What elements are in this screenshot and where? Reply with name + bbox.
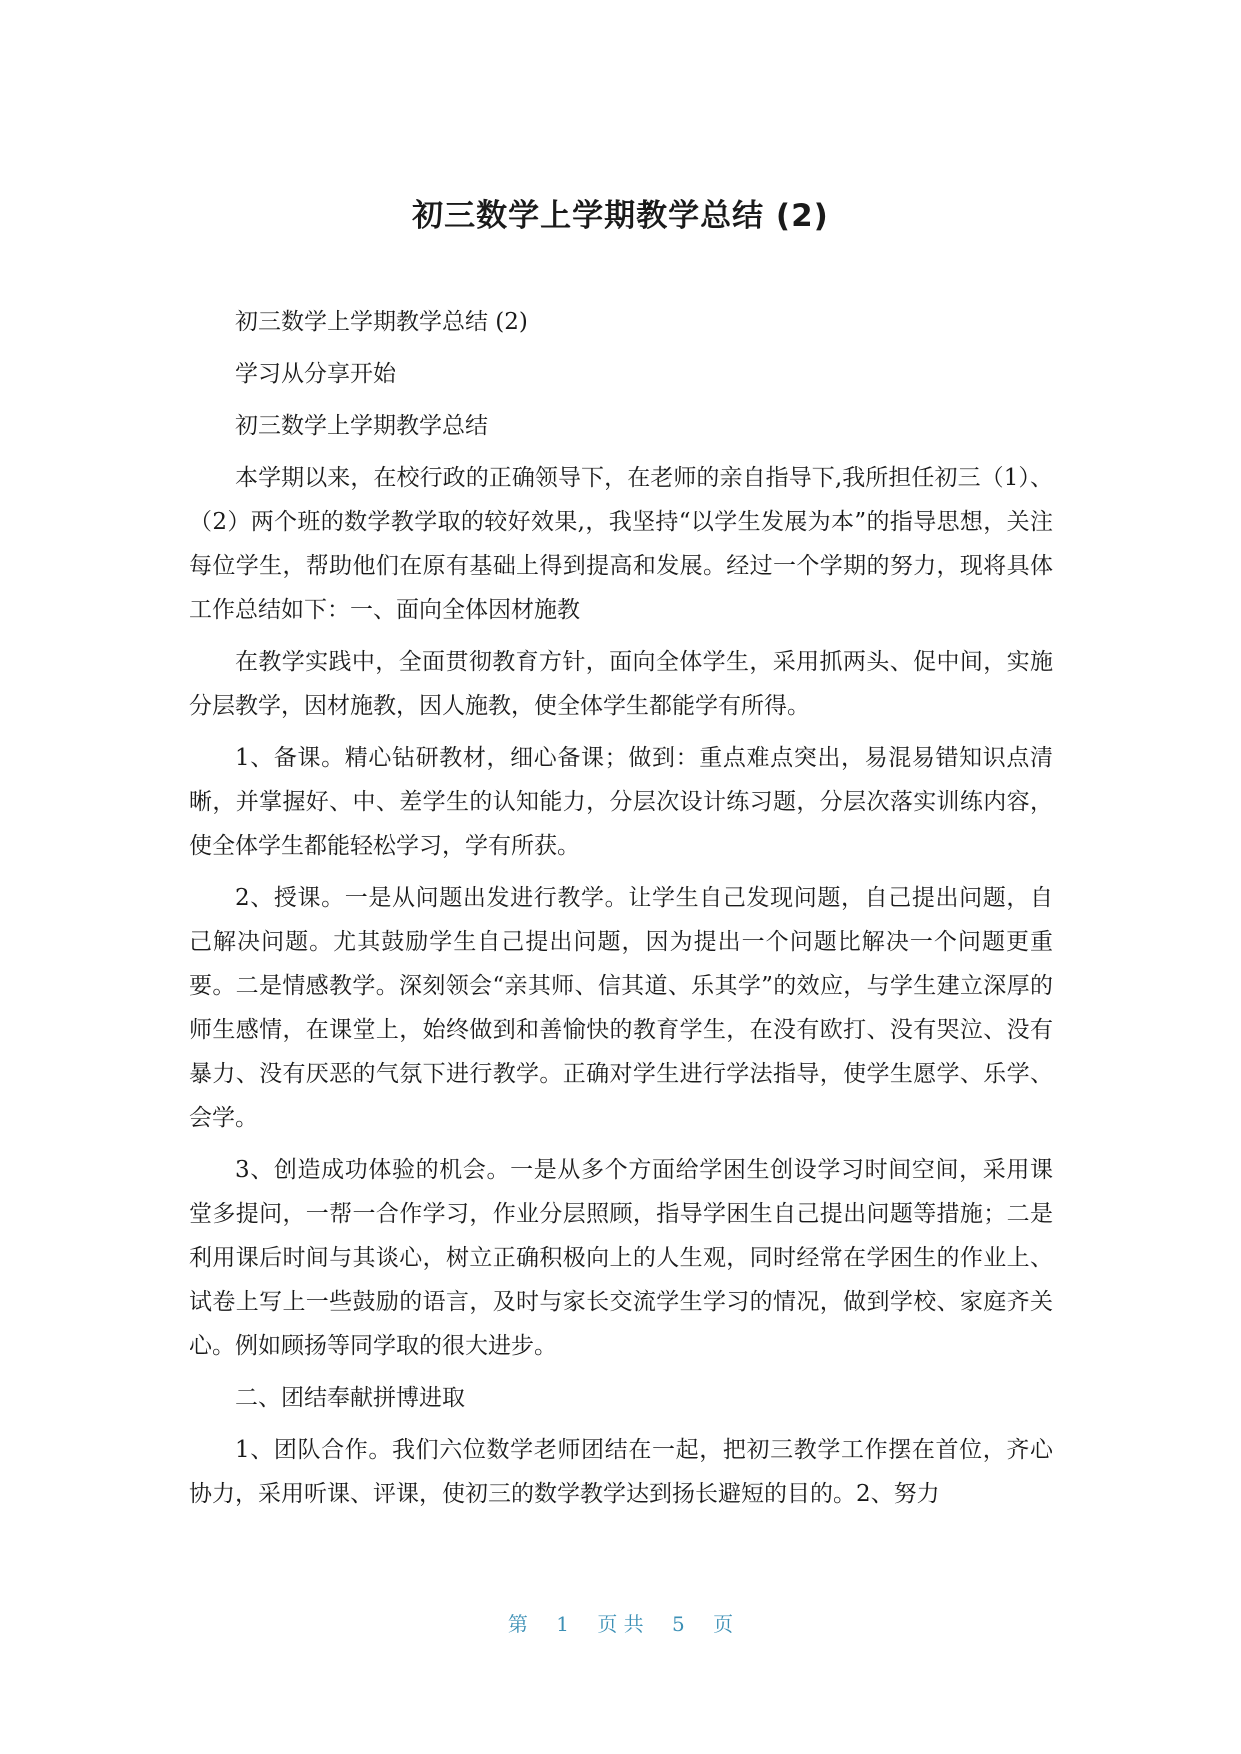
page-number-footer <box>0 1608 1241 1637</box>
paragraph: 初三数学上学期教学总结 <box>235 413 488 439</box>
paragraph: 1、团队合作。我们六位数学老师团结在一起，把初三教学工作摆在首位，齐心协力，采用听课、评课，使初三的数学教学达到扬长避短的目的。2、努力 <box>189 1437 1053 1507</box>
total-pages-number: 5 <box>672 1612 685 1636</box>
footer-word-page-total: 页 共 <box>597 1612 644 1636</box>
document-title: 初三数学上学期教学总结 (2) <box>412 198 829 234</box>
paragraph: 1、备课。精心钻研教材，细心备课；做到：重点难点突出，易混易错知识点清晰，并掌握好、中、差学生的认知能力，分层次设计练习题，分层次落实训练内容，使全体学生都能轻松学习，学有所获。 <box>189 745 1053 859</box>
paragraph: 2、授课。一是从问题出发进行教学。让学生自己发现问题，自己提出问题，自己解决问题。尤其鼓励学生自己提出问题，因为提出一个问题比解决一个问题更重要。二是情感教学。深刻领会“亲其师、信其道、乐其学”的效应，与学生建立深厚的师生感情，在课堂上，始终做到和善愉快的教育学生，在没有欧打、没有哭泣、没有暴力、没有厌恶的气氛下进行教学。正确对学生进行学法指导，使学生愿学、乐学、会学。 <box>189 885 1053 1131</box>
paragraph: 在教学实践中，全面贯彻教育方针，面向全体学生，采用抓两头、促中间，实施分层教学，因材施教，因人施教，使全体学生都能学有所得。 <box>189 649 1053 719</box>
document-body <box>189 300 1053 1524</box>
footer-word-page: 第 <box>507 1612 528 1636</box>
paragraph: 二、团结奉献拼博进取 <box>235 1385 465 1411</box>
footer-word-page-end: 页 <box>713 1612 734 1636</box>
current-page-number: 1 <box>556 1612 569 1636</box>
paragraph: 3、创造成功体验的机会。一是从多个方面给学困生创设学习时间空间，采用课堂多提问，一帮一合作学习，作业分层照顾，指导学困生自己提出问题等措施；二是利用课后时间与其谈心，树立正确积极向上的人生观，同时经常在学困生的作业上、试卷上写上一些鼓励的语言，及时与家长交流学生学习的情况，做到学校、家庭齐关心。例如顾扬等同学取的很大进步。 <box>189 1157 1053 1359</box>
paragraph: 本学期以来，在校行政的正确领导下，在老师的亲自指导下,我所担任初三（1）、（2）两个班的数学教学取的较好效果,，我坚持“以学生发展为本”的指导思想，关注每位学生，帮助他们在原有基础上得到提高和发展。经过一个学期的努力，现将具体工作总结如下：一、面向全体因材施教 <box>189 465 1053 623</box>
paragraph: 初三数学上学期教学总结 (2) <box>235 309 528 335</box>
paragraph: 学习从分享开始 <box>235 361 396 387</box>
